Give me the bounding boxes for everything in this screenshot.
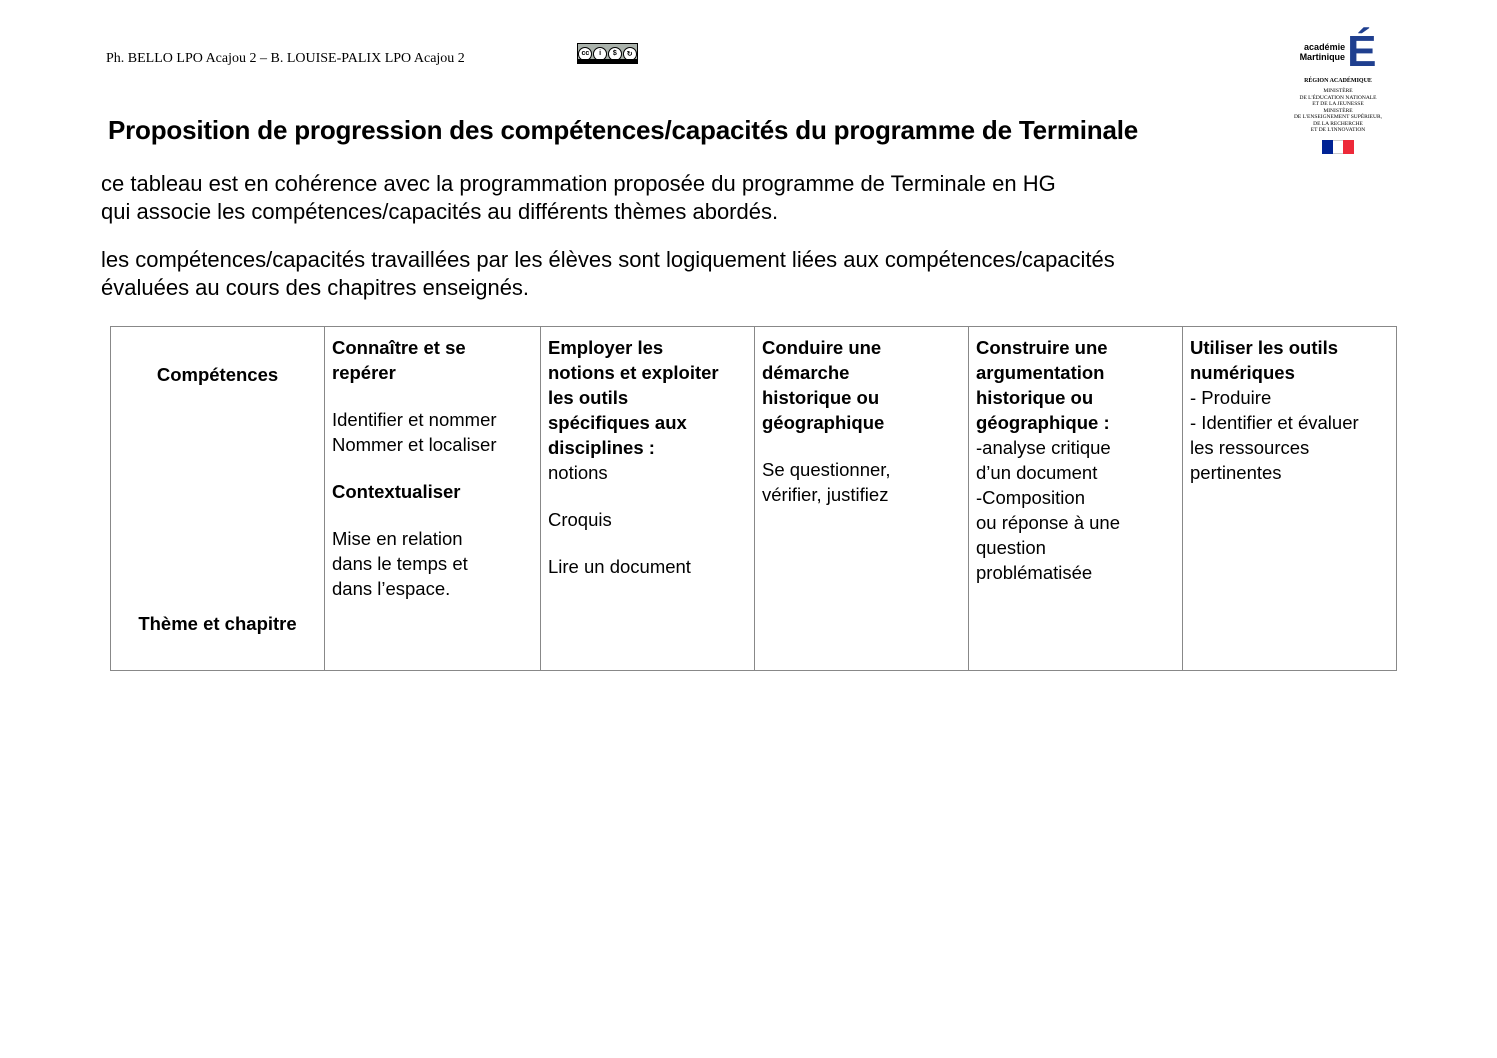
intro-line: évaluées au cours des chapitres enseignés. bbox=[101, 275, 530, 300]
col-heading: historique ou bbox=[976, 387, 1094, 408]
col-heading: démarche bbox=[762, 362, 850, 383]
capacity-item: - Produire bbox=[1190, 387, 1272, 408]
capacity-item: ou réponse à une bbox=[976, 512, 1121, 533]
capacity-item: dans le temps et bbox=[332, 553, 468, 574]
capacity-item: Mise en relation bbox=[332, 528, 463, 549]
col-connaitre bbox=[325, 327, 541, 671]
col-employer bbox=[541, 327, 755, 671]
sa-icon: ↻ bbox=[623, 47, 637, 61]
capacity-item: vérifier, justifiez bbox=[762, 484, 889, 505]
capacity-item: les ressources bbox=[1190, 437, 1310, 458]
corner-cell bbox=[111, 327, 325, 671]
col-numerique bbox=[1183, 327, 1397, 671]
page-title: Proposition de progression des compétences/capacités du programme de Terminale bbox=[108, 115, 1138, 145]
capacity-item: -Composition bbox=[976, 487, 1085, 508]
by-icon: i bbox=[593, 47, 607, 61]
intro-line: ce tableau est en cohérence avec la programmation proposée du programme de Terminale en HG bbox=[101, 171, 1056, 196]
col-heading: spécifiques aux bbox=[548, 412, 687, 433]
logo-ministere-2: MINISTÈRE DE L'ENSEIGNEMENT SUPÉRIEUR, DE LA RECHERCHE ET DE L'INNOVATION bbox=[1293, 107, 1383, 133]
capacity-item: Identifier et nommer bbox=[332, 409, 497, 430]
capacity-item: pertinentes bbox=[1190, 462, 1282, 483]
logo-martinique-text: Martinique bbox=[1299, 52, 1346, 62]
theme-chapitre-label: Thème et chapitre bbox=[138, 613, 297, 634]
capacity-item: notions bbox=[548, 462, 608, 483]
cc-icon: cc bbox=[578, 47, 592, 61]
intro-paragraph-2 bbox=[101, 246, 1115, 302]
logo-academie-text: académie bbox=[1304, 42, 1346, 52]
col-heading: Employer les bbox=[548, 337, 664, 358]
col-heading: disciplines : bbox=[548, 437, 655, 458]
col-heading: Connaître et se bbox=[332, 337, 466, 358]
nc-icon: $ bbox=[608, 47, 622, 61]
logo-region: RÉGION ACADÉMIQUE bbox=[1304, 78, 1372, 84]
header-authors: Ph. BELLO LPO Acajou 2 – B. LOUISE-PALIX LPO Acajou 2 bbox=[106, 51, 465, 66]
capacity-item: Se questionner, bbox=[762, 459, 891, 480]
col-heading: argumentation bbox=[976, 362, 1105, 383]
capacity-item: Lire un document bbox=[548, 556, 691, 577]
logo-letter: É bbox=[1347, 27, 1377, 76]
col-heading: numériques bbox=[1190, 362, 1295, 383]
col-heading: géographique : bbox=[976, 412, 1110, 433]
col-heading: les outils bbox=[548, 387, 629, 408]
intro-line: qui associe les compétences/capacités au différents thèmes abordés. bbox=[101, 199, 779, 224]
competences-label: Compétences bbox=[156, 364, 279, 385]
capacity-item: d’un document bbox=[976, 462, 1098, 483]
capacity-item: -analyse critique bbox=[976, 437, 1111, 458]
col-conduire bbox=[755, 327, 969, 671]
competences-table bbox=[110, 326, 1397, 671]
col-heading: notions et exploiter bbox=[548, 362, 719, 383]
col-heading: historique ou bbox=[762, 387, 880, 408]
intro-paragraph-1 bbox=[101, 170, 1056, 226]
capacity-item: dans l’espace. bbox=[332, 578, 451, 599]
intro-line: les compétences/capacités travaillées par les élèves sont logiquement liées aux compétences/capacités bbox=[101, 247, 1115, 272]
cc-license-icon bbox=[577, 43, 638, 64]
col-heading: Conduire une bbox=[762, 337, 882, 358]
col-heading: Construire une bbox=[976, 337, 1108, 358]
col-heading: géographique bbox=[762, 412, 885, 433]
col-subheading: Contextualiser bbox=[332, 481, 461, 502]
capacity-item: - Identifier et évaluer bbox=[1190, 412, 1359, 433]
capacity-item: question bbox=[976, 537, 1046, 558]
capacity-item: Nommer et localiser bbox=[332, 434, 497, 455]
col-heading: Utiliser les outils bbox=[1190, 337, 1339, 358]
col-heading: repérer bbox=[332, 362, 396, 383]
col-construire bbox=[969, 327, 1183, 671]
capacity-item: problématisée bbox=[976, 562, 1093, 583]
academie-logo bbox=[1284, 27, 1392, 154]
capacity-item: Croquis bbox=[548, 509, 612, 530]
french-flag-icon bbox=[1322, 140, 1354, 154]
logo-ministere-1: MINISTÈRE DE L'ÉDUCATION NATIONALE ET DE LA JEUNESSE bbox=[1299, 88, 1377, 107]
